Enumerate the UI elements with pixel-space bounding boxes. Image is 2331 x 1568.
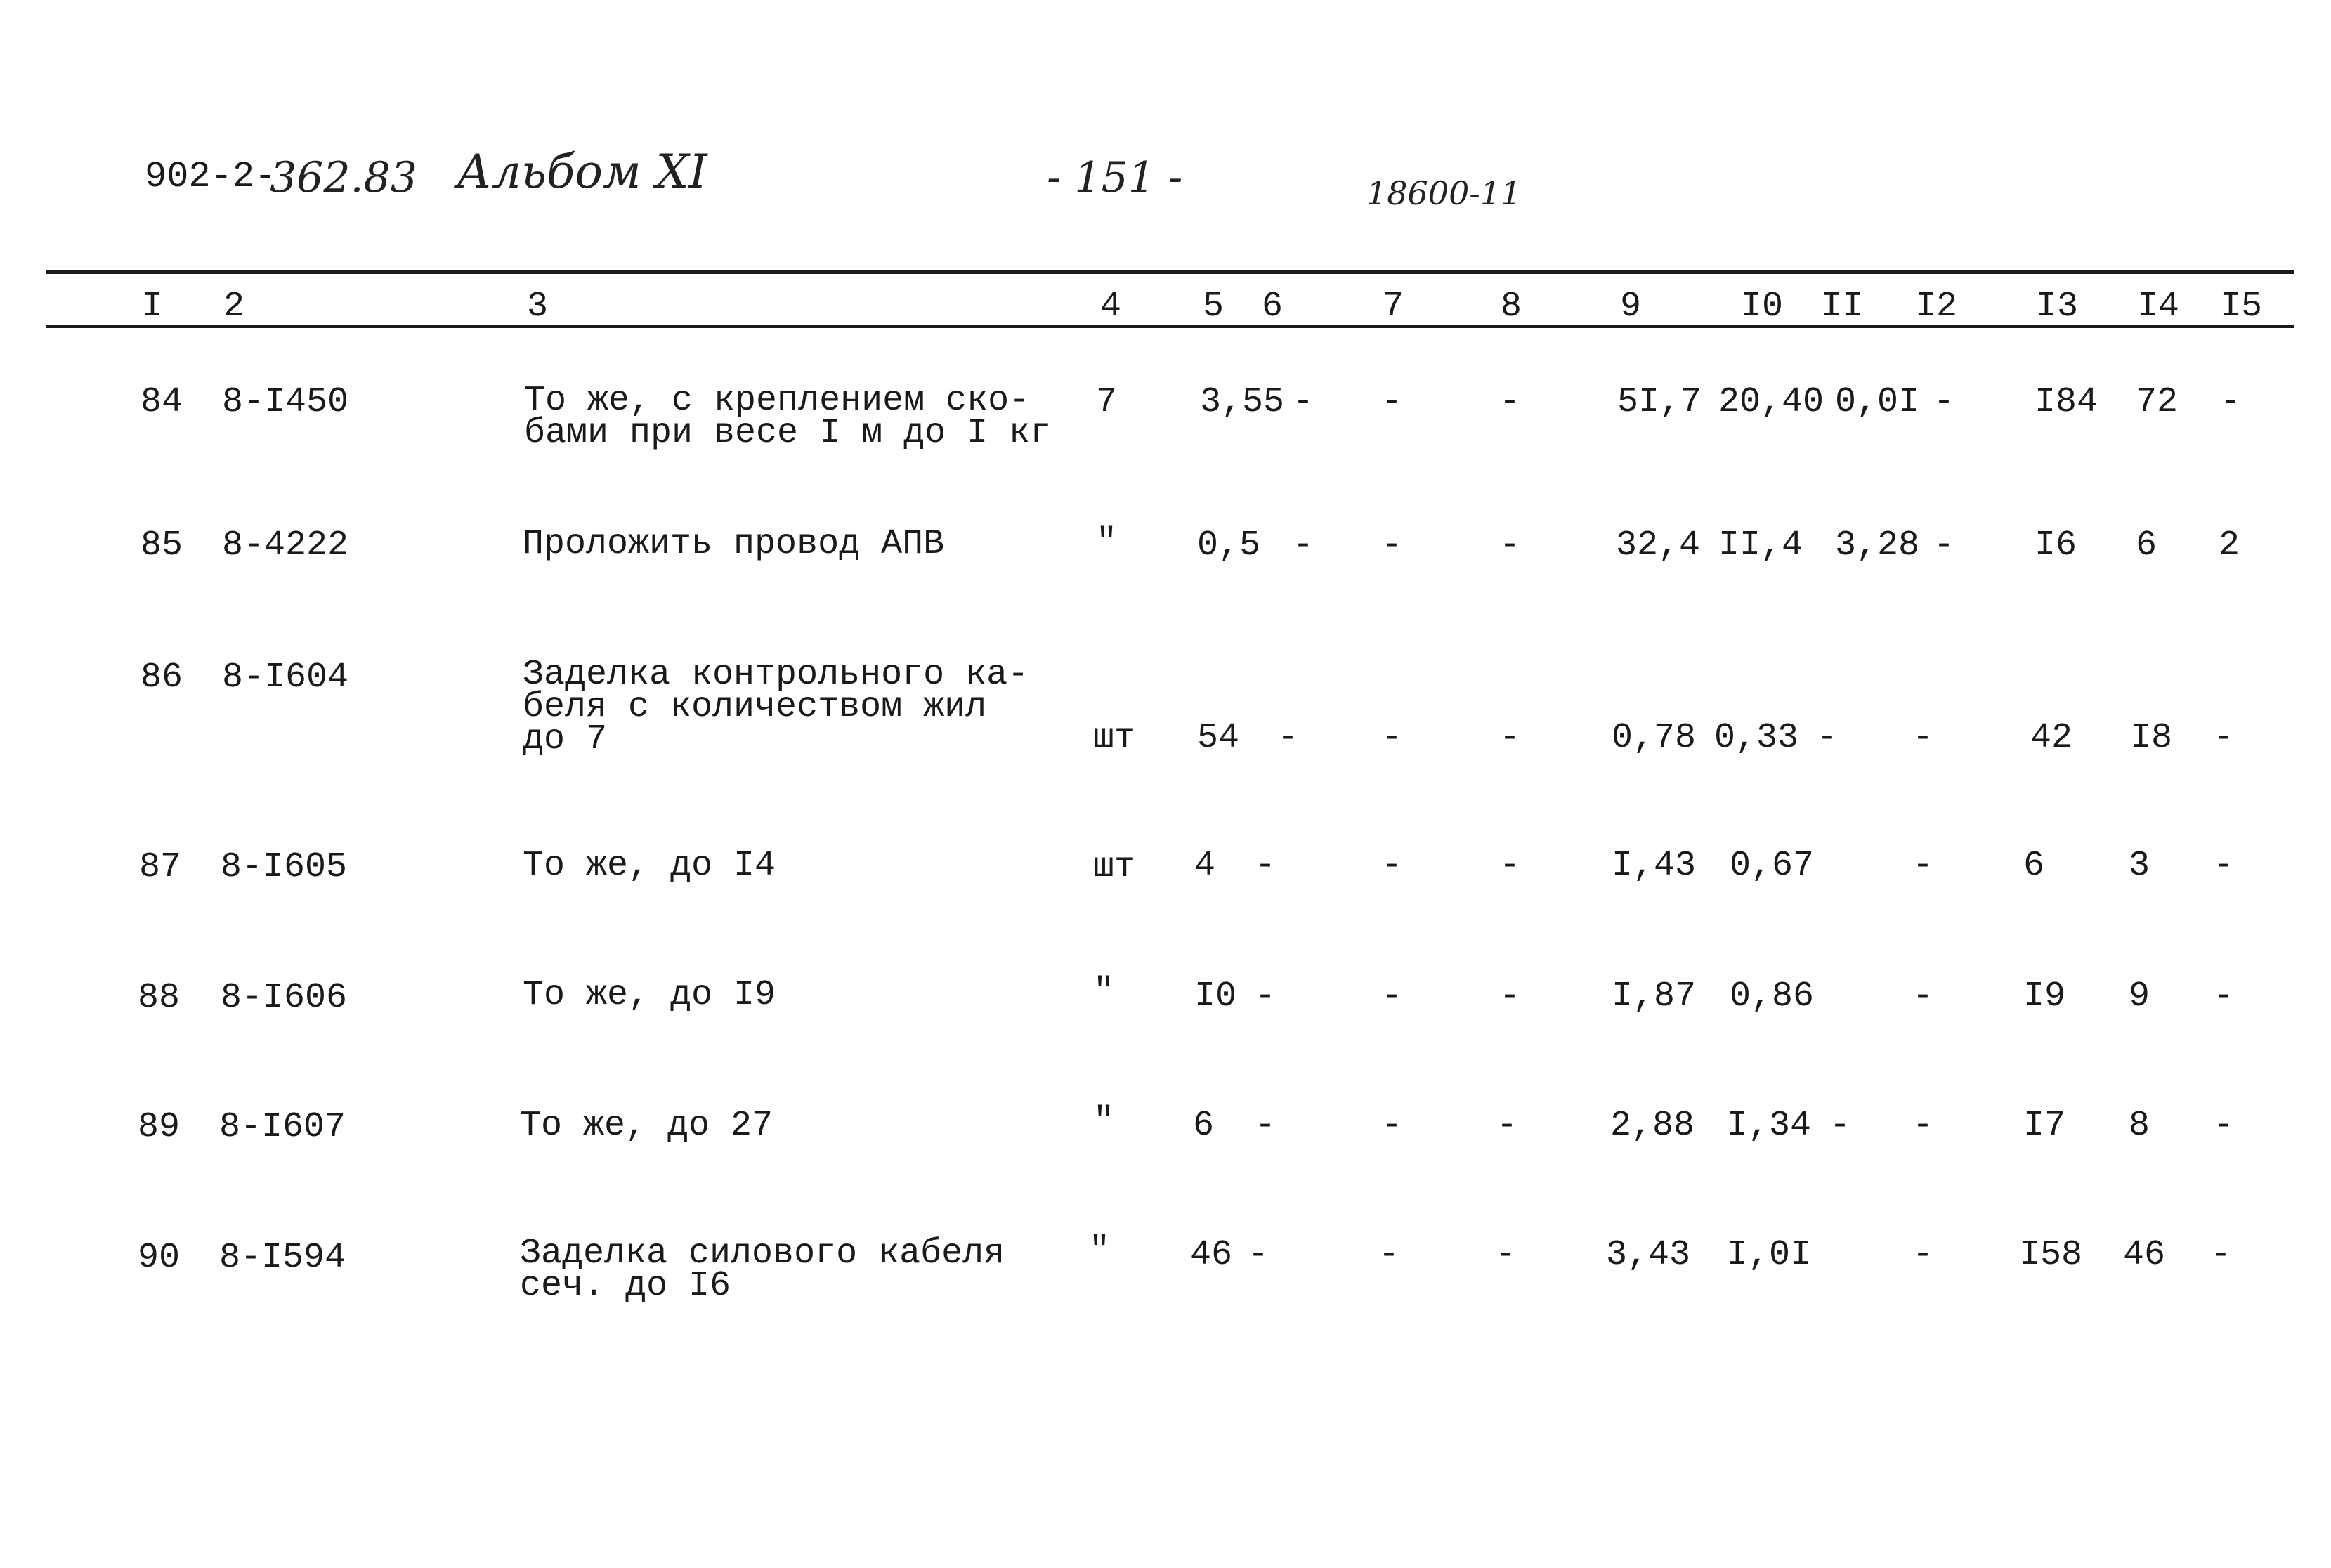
row-col13: I6: [2035, 525, 2077, 566]
document-code-handwritten: 362.83: [270, 153, 417, 202]
row-col11: 3,28: [1835, 525, 1920, 566]
row-col7: -: [1381, 846, 1403, 886]
row-col7: -: [1378, 1235, 1400, 1275]
row-col6: -: [1255, 1106, 1276, 1146]
row-col11: -: [1829, 1106, 1851, 1146]
col-head-15: I5: [2220, 287, 2263, 327]
top-rule: [46, 270, 2294, 274]
row-col9: 2,88: [1610, 1106, 1695, 1146]
row-col14: 3: [2129, 846, 2150, 886]
row-unit: ": [1093, 972, 1115, 1012]
row-col6: -: [1277, 718, 1299, 758]
row-col15: -: [2220, 382, 2242, 422]
col-head-3: 3: [527, 287, 549, 327]
row-unit: ": [1093, 1102, 1115, 1142]
row-col6: -: [1248, 1235, 1269, 1275]
row-col14: 6: [2136, 525, 2157, 566]
row-col12: -: [1912, 1106, 1934, 1146]
row-col12: -: [1912, 976, 1934, 1017]
row-col9: 32,4: [1616, 525, 1701, 566]
row-col10: 0,67: [1730, 846, 1815, 886]
row-col8: -: [1499, 718, 1521, 758]
document-code-printed: 902-2-: [145, 156, 277, 197]
row-col10: 0,86: [1730, 976, 1815, 1017]
row-col12: -: [1933, 382, 1955, 422]
row-number: 84: [141, 382, 183, 422]
row-col9: I,87: [1612, 976, 1697, 1017]
row-col12: -: [1912, 846, 1934, 886]
row-col14: 9: [2129, 976, 2150, 1017]
row-col7: -: [1381, 1106, 1403, 1146]
row-number: 85: [141, 525, 183, 566]
row-number: 88: [138, 978, 181, 1018]
row-code: 8-I605: [221, 847, 348, 887]
row-col8: -: [1496, 1106, 1518, 1146]
row-unit: шт: [1093, 718, 1136, 758]
row-description: То же, с креплением ско- бами при весе I м до I кг: [524, 381, 1052, 453]
col-head-2: 2: [223, 287, 245, 327]
row-col15: -: [2213, 1106, 2235, 1146]
row-code: 8-4222: [222, 525, 349, 566]
row-col13: I84: [2035, 382, 2098, 422]
row-col15: -: [2213, 976, 2235, 1017]
row-description: Заделка контрольного ка- беля с количеством жил до 7: [523, 655, 1029, 759]
row-col8: -: [1495, 1235, 1517, 1275]
row-col6: -: [1293, 525, 1314, 566]
row-col5: 0,5: [1197, 525, 1261, 566]
row-col5: 4: [1194, 846, 1216, 886]
row-col10: 0,33: [1714, 718, 1799, 758]
row-col13: 6: [2023, 846, 2045, 886]
row-col10: I,34: [1727, 1106, 1812, 1146]
row-col9: 5I,7: [1617, 382, 1702, 422]
row-code: 8-I606: [221, 978, 348, 1018]
row-col5: 3,55: [1200, 382, 1285, 422]
row-description: Заделка силового кабеля сеч. до I6: [520, 1234, 1005, 1306]
row-col8: -: [1499, 846, 1521, 886]
row-col8: -: [1499, 976, 1521, 1017]
row-col9: I,43: [1612, 846, 1697, 886]
row-col5: 54: [1197, 718, 1240, 758]
col-head-14: I4: [2137, 287, 2180, 327]
row-col15: -: [2210, 1235, 2232, 1275]
col-head-13: I3: [2036, 287, 2079, 327]
col-head-9: 9: [1620, 287, 1642, 327]
row-col5: I0: [1194, 976, 1237, 1017]
col-head-11: II: [1821, 287, 1864, 327]
col-head-12: I2: [1915, 287, 1958, 327]
album-title: Альбом XI: [457, 145, 707, 199]
row-description: То же, до I9: [523, 975, 776, 1015]
row-col14: 72: [2136, 382, 2179, 422]
row-col14: I8: [2130, 718, 2173, 758]
row-col9: 3,43: [1606, 1235, 1691, 1275]
row-unit: шт: [1093, 847, 1136, 887]
row-col15: -: [2213, 718, 2235, 758]
row-col12: -: [1912, 718, 1934, 758]
col-head-5: 5: [1203, 287, 1225, 327]
row-col13: 42: [2030, 718, 2073, 758]
col-head-4: 4: [1100, 287, 1122, 327]
row-code: 8-I604: [222, 658, 349, 698]
row-col10: I,0I: [1727, 1235, 1812, 1275]
row-code: 8-I450: [222, 382, 349, 422]
row-description: То же, до I4: [523, 846, 776, 886]
row-col15: -: [2213, 846, 2235, 886]
row-col11: 0,0I: [1835, 382, 1920, 422]
row-col7: -: [1381, 525, 1403, 566]
row-number: 87: [139, 847, 182, 887]
row-code: 8-I607: [219, 1107, 346, 1147]
col-head-1: I: [142, 287, 164, 327]
row-col12: -: [1933, 525, 1955, 566]
row-col12: -: [1912, 1235, 1934, 1275]
row-number: 90: [138, 1238, 181, 1278]
page-number: - 151 -: [1047, 153, 1183, 202]
row-code: 8-I594: [219, 1238, 346, 1278]
col-head-6: 6: [1262, 287, 1284, 327]
row-number: 86: [141, 658, 183, 698]
row-col13: I9: [2023, 976, 2066, 1017]
row-description: Проложить провод АПВ: [523, 524, 945, 564]
col-head-8: 8: [1501, 287, 1522, 327]
row-col13: I58: [2019, 1235, 2083, 1275]
row-number: 89: [138, 1107, 181, 1147]
row-col10: 20,40: [1718, 382, 1824, 422]
row-col9: 0,78: [1612, 718, 1697, 758]
row-col8: -: [1499, 382, 1521, 422]
row-unit: 7: [1096, 382, 1118, 422]
row-unit: ": [1096, 523, 1118, 563]
row-col7: -: [1381, 976, 1403, 1017]
row-col5: 6: [1193, 1106, 1215, 1146]
row-col7: -: [1381, 382, 1403, 422]
row-col15: 2: [2219, 525, 2240, 566]
row-col8: -: [1499, 525, 1521, 566]
row-col14: 8: [2129, 1106, 2150, 1146]
row-col7: -: [1381, 718, 1403, 758]
row-col14: 46: [2123, 1235, 2166, 1275]
row-description: То же, до 27: [520, 1106, 773, 1146]
col-head-10: I0: [1741, 287, 1784, 327]
row-col6: -: [1255, 846, 1276, 886]
row-col10: II,4: [1718, 525, 1803, 566]
col-head-7: 7: [1383, 287, 1404, 327]
row-col6: -: [1255, 976, 1276, 1017]
row-col5: 46: [1190, 1235, 1233, 1275]
row-col13: I7: [2023, 1106, 2066, 1146]
row-col6: -: [1293, 382, 1314, 422]
row-unit: ": [1089, 1231, 1111, 1271]
row-col11: -: [1817, 718, 1839, 758]
order-number: 18600-11: [1366, 174, 1522, 212]
